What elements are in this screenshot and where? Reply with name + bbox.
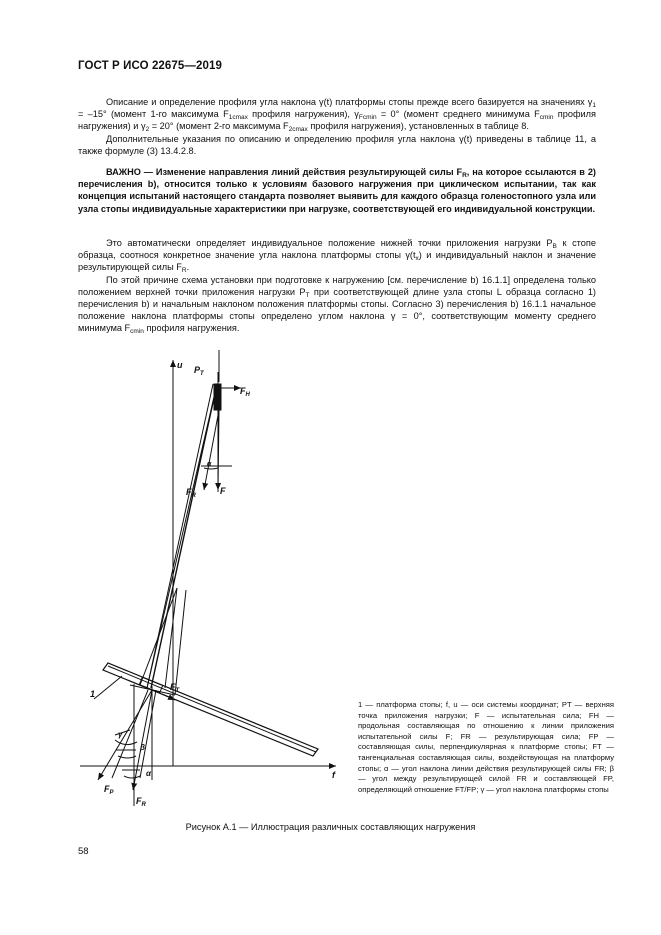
document-header: ГОСТ Р ИСО 22675—2019 [78, 60, 223, 72]
fp-label: $F_P$ [104, 784, 114, 796]
u-axis-label: u [177, 360, 183, 370]
platform-number-label: 1 [90, 689, 96, 699]
beta-label: β [140, 743, 145, 752]
paragraph-additional-notes: Дополнительные указания по описанию и определению профиля угла наклона γ(t) приведены в таблице 11, а также формуле (3) 13.4.2.8. [78, 133, 596, 156]
lower-fr-label: $F_R$ [136, 796, 146, 808]
upper-load-point [214, 384, 221, 410]
page-number: 58 [78, 846, 89, 857]
upper-f-label: F [220, 486, 226, 496]
paragraph-setup-scheme: По этой причине схема установки при подготовке к нагружению [см. перечисление b) 16.1.1] определена только положением верхней точки приложения нагрузки $P_T$ при соответствующей длине узла стопы L образца согласно 1) перечисления b) и начальным наклоном положения платформы стопы. Согласно 3) перечисления b) 16.1.1 начальное положение наклона платформы стопы определено углом наклона γ = 0°, соответствующим моменту среднего минимума $F_{cmin}$ профиля нагружения. [78, 274, 596, 336]
pt-label: $P_T$ [194, 365, 204, 377]
f-axis-label: f [332, 770, 335, 780]
important-note: ВАЖНО — Изменение направления линий действия результирующей силы $F_R$, на которое ссылаются в 2) перечисления b), относится только к условиям базового нагружения при циклическом испытании, так как концепция испытаний настоящего стандарта позволяет выявить для каждого образца голеностопного узла или узла стопы индивидуальные характеристики при нагрузке, соответствующей его индивидуальной конструкции. [78, 167, 596, 214]
paragraph-lower-point: Это автоматически определяет индивидуальное положение нижней точки приложения нагрузки $P_B$ к стопе образца, соотнося конкретное значение угла наклона платформы стопы $\gamma(t_x)$ и индивидуальный наклон и значение результирующей силы $F_R$. [78, 238, 597, 275]
upper-alpha-label: α [207, 461, 212, 468]
fh-label: $F_H$ [240, 386, 250, 398]
figure-caption: Рисунок А.1 — Иллюстрация различных составляющих нагружения [185, 822, 476, 832]
upper-fr-label: $F_R$ [186, 487, 196, 499]
resultant-force-line [151, 384, 217, 688]
figure-legend: 1 — платформа стопы; f, u — оси системы координат; PT — верхняя точка приложения нагрузки; F — испытательная сила; FH — продольная составляющая по отношению к линии приложения испытательной силы F; FR — результирующая сила; FP — составляющая силы, перпендикулярная к платформе стопы; FT — тангенциальная составляющая силы, воздействующая на платформу стопы; α — угол наклона линии действия результирующей силы FR; β — угол между результирующей силой FR и составляющей FP, определяющий отношение FT/FP; γ — угол наклона платформы стопы [358, 700, 614, 794]
ft-label: $F_T$ [170, 682, 180, 694]
lower-alpha-label: α [146, 769, 151, 778]
paragraph-gamma-profile: Описание и определение профиля угла наклона γ(t) платформы стопы прежде всего базируется на значениях $\gamma_1 = -15^\circ$ (момент 1-го максимума $F_{1cmax}$ профиля нагружения), $\gamma_{Fcmin} = 0^\circ$ (момент среднего минимума $F_{cmin}$ профиля нагружения) и $\gamma_2 = 20^\circ$ (момент 2-го максимума $F_{2cmax}$ профиля нагружения), установленных в таблице 8. [78, 97, 596, 134]
gamma-label: γ [118, 730, 123, 739]
